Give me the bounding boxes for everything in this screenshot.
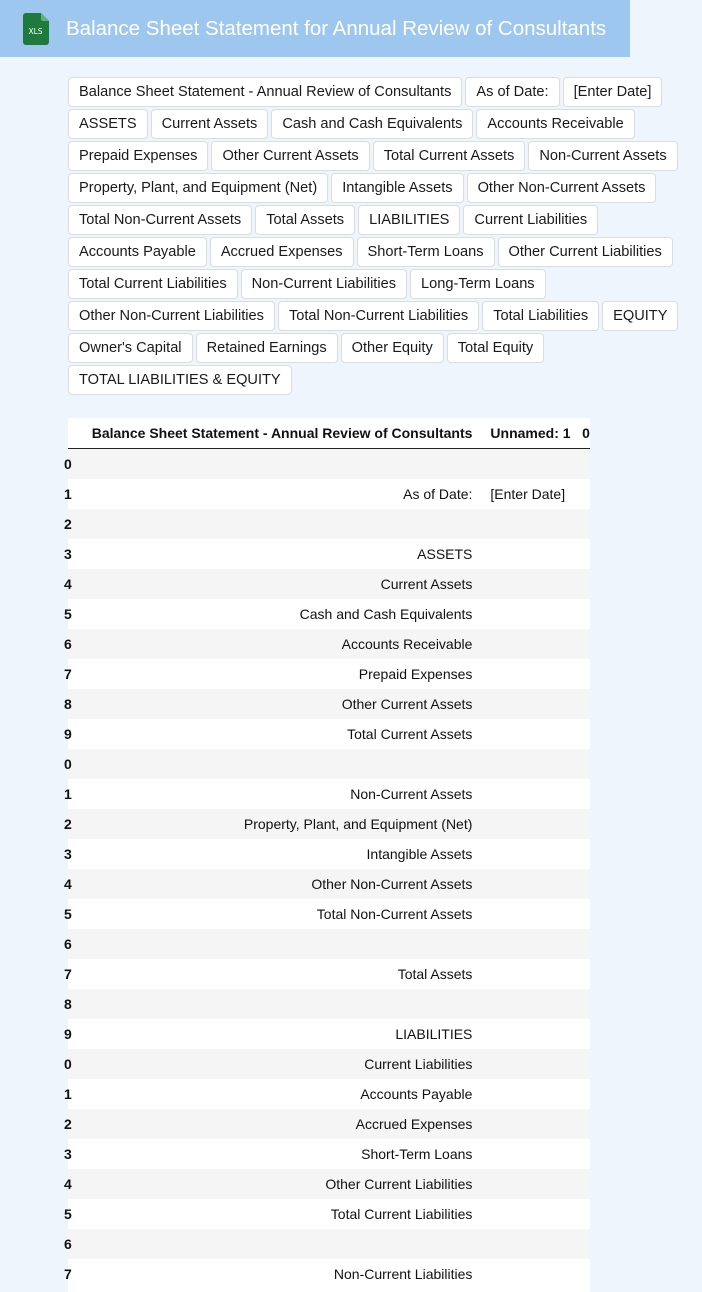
empty-cell — [582, 1139, 590, 1169]
column-chip-list — [68, 77, 694, 395]
row-index — [64, 1079, 77, 1109]
value-cell — [484, 1259, 582, 1289]
column-chip[interactable]: Accrued Expenses — [210, 237, 354, 267]
column-chip[interactable]: Long-Term Loans — [410, 269, 546, 299]
column-chip[interactable]: [Enter Date] — [563, 77, 663, 107]
row-index-label: 9 — [64, 1026, 72, 1042]
label-cell: ASSETS — [77, 539, 484, 569]
column-chip[interactable]: Owner's Capital — [68, 333, 193, 363]
table-row — [68, 839, 590, 869]
empty-cell — [582, 749, 590, 779]
column-chip[interactable]: TOTAL LIABILITIES & EQUITY — [68, 365, 292, 395]
row-index-label: 1 — [64, 786, 72, 802]
row-index — [64, 959, 77, 989]
column-chip[interactable]: Intangible Assets — [331, 173, 463, 203]
table-row — [68, 659, 590, 689]
table-row — [68, 959, 590, 989]
row-index-label: 2 — [64, 816, 72, 832]
empty-cell — [582, 1259, 590, 1289]
empty-cell — [582, 449, 590, 480]
row-index-label: 6 — [64, 1236, 72, 1252]
row-index-label: 7 — [64, 1266, 72, 1282]
label-cell: LIABILITIES — [77, 1019, 484, 1049]
row-index — [64, 509, 77, 539]
column-chip[interactable]: Non-Current Assets — [528, 141, 677, 171]
column-chip[interactable]: Cash and Cash Equivalents — [271, 109, 473, 139]
value-cell — [484, 449, 582, 480]
row-index-label: 8 — [64, 696, 72, 712]
table-row — [68, 689, 590, 719]
table-row — [68, 1229, 590, 1259]
empty-cell — [582, 1079, 590, 1109]
empty-cell — [582, 1019, 590, 1049]
row-index — [64, 1259, 77, 1289]
column-chip[interactable]: Other Non-Current Liabilities — [68, 301, 275, 331]
column-chip[interactable]: Total Current Assets — [373, 141, 526, 171]
empty-cell — [582, 989, 590, 1019]
row-index — [64, 689, 77, 719]
value-cell — [484, 629, 582, 659]
table-row — [68, 1139, 590, 1169]
row-index — [64, 599, 77, 629]
value-cell — [484, 539, 582, 569]
column-chip[interactable]: As of Date: — [465, 77, 559, 107]
label-cell: Accrued Expenses — [77, 1109, 484, 1139]
value-cell — [484, 1019, 582, 1049]
table-row — [68, 1259, 590, 1289]
column-chip[interactable]: Non-Current Liabilities — [241, 269, 407, 299]
empty-cell — [582, 479, 590, 509]
row-index — [64, 629, 77, 659]
column-chip[interactable]: Total Liabilities — [482, 301, 599, 331]
empty-cell — [582, 809, 590, 839]
row-index — [64, 899, 77, 929]
row-index-label: 7 — [64, 666, 72, 682]
value-cell — [484, 659, 582, 689]
empty-cell — [582, 599, 590, 629]
value-cell — [484, 1199, 582, 1229]
table-row — [68, 1169, 590, 1199]
row-index-label: 4 — [64, 876, 72, 892]
label-cell — [77, 929, 484, 959]
label-cell — [77, 1229, 484, 1259]
row-index — [64, 569, 77, 599]
row-index-label: 0 — [64, 1056, 72, 1072]
label-cell: Other Non-Current Assets — [77, 869, 484, 899]
empty-cell — [582, 569, 590, 599]
label-cell: Non-Current Assets — [77, 779, 484, 809]
column-chip[interactable]: Retained Earnings — [196, 333, 338, 363]
label-cell: Total Assets — [77, 959, 484, 989]
row-index-label: 3 — [64, 846, 72, 862]
row-index — [64, 989, 77, 1019]
column-chip[interactable]: Accounts Receivable — [476, 109, 634, 139]
row-index — [64, 1019, 77, 1049]
label-cell: Current Assets — [77, 569, 484, 599]
empty-cell — [582, 719, 590, 749]
label-cell: Non-Current Liabilities — [77, 1259, 484, 1289]
label-cell: Total Current Liabilities — [77, 1199, 484, 1229]
row-index-label: 1 — [64, 486, 72, 502]
table-row — [68, 809, 590, 839]
label-cell — [77, 989, 484, 1019]
row-index — [64, 929, 77, 959]
value-cell — [484, 569, 582, 599]
row-index-label: 0 — [64, 756, 72, 772]
empty-cell — [582, 689, 590, 719]
value-cell — [484, 1109, 582, 1139]
value-cell — [484, 779, 582, 809]
column-chip[interactable]: Total Current Liabilities — [68, 269, 238, 299]
column-chip[interactable]: Other Non-Current Assets — [467, 173, 657, 203]
column-header-label: Balance Sheet Statement - Annual Review of Consultants — [77, 418, 484, 449]
row-index-label: 5 — [64, 606, 72, 622]
row-index — [64, 1049, 77, 1079]
value-cell — [484, 749, 582, 779]
row-index — [64, 479, 77, 509]
row-index-label: 3 — [64, 546, 72, 562]
xls-icon-label: XLS — [28, 27, 43, 36]
xls-file-icon — [22, 13, 49, 45]
table-row — [68, 479, 590, 509]
empty-cell — [582, 869, 590, 899]
column-chip[interactable]: Balance Sheet Statement - Annual Review of Consultants — [68, 77, 462, 107]
column-chip[interactable]: Current Assets — [151, 109, 269, 139]
value-cell — [484, 1139, 582, 1169]
row-index — [64, 1169, 77, 1199]
data-table-container[interactable] — [64, 418, 590, 1292]
label-cell: Accounts Receivable — [77, 629, 484, 659]
row-index-label: 4 — [64, 1176, 72, 1192]
label-cell: Prepaid Expenses — [77, 659, 484, 689]
empty-cell — [582, 1229, 590, 1259]
row-index — [64, 749, 77, 779]
page-title: Balance Sheet Statement for Annual Review of Consultants — [66, 17, 607, 40]
table-row — [68, 1079, 590, 1109]
table-header-row — [68, 418, 590, 449]
title-bar — [0, 0, 630, 57]
empty-cell — [582, 1049, 590, 1079]
label-cell: Intangible Assets — [77, 839, 484, 869]
row-index — [64, 1139, 77, 1169]
row-index — [64, 1109, 77, 1139]
value-cell: [Enter Date] — [484, 479, 582, 509]
column-chip[interactable]: Total Non-Current Liabilities — [278, 301, 479, 331]
value-cell — [484, 689, 582, 719]
value-cell — [484, 839, 582, 869]
column-chip[interactable]: Total Assets — [255, 205, 355, 235]
label-cell: Total Non-Current Assets — [77, 899, 484, 929]
data-table — [64, 418, 590, 1289]
row-index — [64, 449, 77, 480]
row-index — [64, 869, 77, 899]
table-row — [68, 1049, 590, 1079]
row-index-label: 1 — [64, 1086, 72, 1102]
label-cell: Other Current Assets — [77, 689, 484, 719]
label-cell — [77, 509, 484, 539]
column-chip[interactable]: LIABILITIES — [358, 205, 460, 235]
value-cell — [484, 899, 582, 929]
row-index-label: 2 — [64, 516, 72, 532]
empty-cell — [582, 839, 590, 869]
row-index-label: 6 — [64, 636, 72, 652]
label-cell: As of Date: — [77, 479, 484, 509]
row-index — [64, 839, 77, 869]
table-row — [68, 599, 590, 629]
empty-cell — [582, 509, 590, 539]
value-cell — [484, 809, 582, 839]
table-row — [68, 1109, 590, 1139]
row-index-label: 5 — [64, 906, 72, 922]
table-row — [68, 1019, 590, 1049]
row-index — [64, 779, 77, 809]
table-row — [68, 779, 590, 809]
index-column-header — [68, 418, 77, 449]
label-cell: Cash and Cash Equivalents — [77, 599, 484, 629]
column-chip[interactable]: Other Current Assets — [211, 141, 369, 171]
table-row — [68, 1199, 590, 1229]
value-cell — [484, 599, 582, 629]
empty-cell — [582, 1109, 590, 1139]
row-index-label: 6 — [64, 936, 72, 952]
empty-cell — [582, 899, 590, 929]
label-cell: Other Current Liabilities — [77, 1169, 484, 1199]
column-chip[interactable]: Short-Term Loans — [357, 237, 495, 267]
table-row — [68, 509, 590, 539]
value-cell — [484, 1079, 582, 1109]
label-cell: Short-Term Loans — [77, 1139, 484, 1169]
empty-cell — [582, 539, 590, 569]
empty-cell — [582, 929, 590, 959]
row-index-label: 3 — [64, 1146, 72, 1162]
row-index — [64, 719, 77, 749]
row-index-label: 7 — [64, 966, 72, 982]
table-row — [68, 719, 590, 749]
value-cell — [484, 1229, 582, 1259]
empty-cell — [582, 629, 590, 659]
column-chip[interactable]: Total Non-Current Assets — [68, 205, 252, 235]
row-index-label: 5 — [64, 1206, 72, 1222]
column-chip[interactable]: Other Current Liabilities — [498, 237, 673, 267]
column-chip[interactable]: Property, Plant, and Equipment (Net) — [68, 173, 328, 203]
value-cell — [484, 929, 582, 959]
column-header-0: 0 — [582, 418, 590, 449]
column-chip[interactable]: Other Equity — [341, 333, 444, 363]
row-index-label: 4 — [64, 576, 72, 592]
column-chip[interactable]: Accounts Payable — [68, 237, 207, 267]
empty-cell — [582, 1169, 590, 1199]
empty-cell — [582, 1199, 590, 1229]
table-row — [68, 929, 590, 959]
label-cell: Total Current Assets — [77, 719, 484, 749]
value-cell — [484, 959, 582, 989]
table-row — [68, 869, 590, 899]
value-cell — [484, 989, 582, 1019]
row-index — [64, 809, 77, 839]
label-cell — [77, 449, 484, 480]
column-chip[interactable]: ASSETS — [68, 109, 148, 139]
label-cell: Accounts Payable — [77, 1079, 484, 1109]
value-cell — [484, 1169, 582, 1199]
row-index — [64, 1229, 77, 1259]
table-row — [68, 989, 590, 1019]
label-cell: Current Liabilities — [77, 1049, 484, 1079]
row-index-label: 0 — [64, 456, 72, 472]
table-row — [68, 899, 590, 929]
table-row — [68, 629, 590, 659]
row-index-label: 9 — [64, 726, 72, 742]
column-chip[interactable]: EQUITY — [602, 301, 678, 331]
row-index-label: 8 — [64, 996, 72, 1012]
column-chip[interactable]: Prepaid Expenses — [68, 141, 208, 171]
value-cell — [484, 1049, 582, 1079]
value-cell — [484, 509, 582, 539]
row-index — [64, 659, 77, 689]
column-header-unnamed-1: Unnamed: 1 — [484, 418, 582, 449]
row-index-label: 2 — [64, 1116, 72, 1132]
table-row — [68, 569, 590, 599]
empty-cell — [582, 959, 590, 989]
column-chip[interactable]: Current Liabilities — [463, 205, 598, 235]
value-cell — [484, 869, 582, 899]
table-row — [68, 539, 590, 569]
row-index — [64, 539, 77, 569]
empty-cell — [582, 659, 590, 689]
table-row — [68, 749, 590, 779]
column-chip[interactable]: Total Equity — [447, 333, 544, 363]
empty-cell — [582, 779, 590, 809]
row-index — [64, 1199, 77, 1229]
value-cell — [484, 719, 582, 749]
table-row — [68, 449, 590, 480]
label-cell: Property, Plant, and Equipment (Net) — [77, 809, 484, 839]
label-cell — [77, 749, 484, 779]
